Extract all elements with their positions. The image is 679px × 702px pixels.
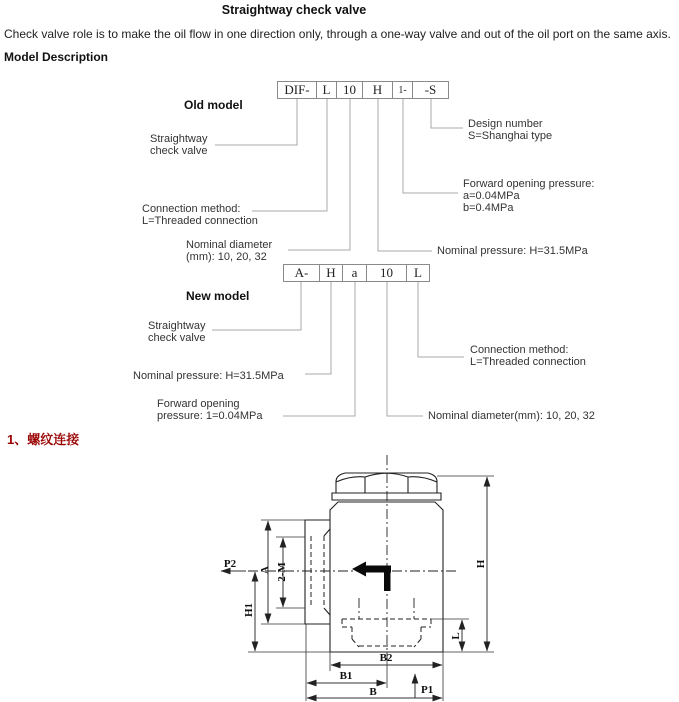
new-callout-diameter — [428, 410, 595, 422]
dim-label-h: H — [475, 559, 487, 569]
old-code-cell-design: -S — [413, 81, 449, 99]
hex-nut — [336, 473, 437, 493]
callout-line: S=Shanghai type — [468, 130, 553, 142]
model-description-heading: Model Description — [4, 50, 109, 64]
old-callout-diameter — [186, 239, 272, 263]
new-code-cell-diameter: 10 — [367, 264, 407, 282]
new-code-cell-pressure: H — [320, 264, 343, 282]
callout-line: Forward opening pressure: — [463, 178, 595, 190]
old-callout-straightway — [150, 133, 207, 157]
new-code-cell-prefix: A- — [283, 264, 320, 282]
dim-label-b2: B2 — [379, 652, 393, 664]
old-callout-forward-pressure — [463, 178, 594, 214]
dim-label-l: L — [450, 632, 462, 640]
new-code-cell-connection: L — [407, 264, 430, 282]
dimension-labels — [224, 558, 487, 698]
hidden-thread-lines — [311, 536, 431, 647]
port-label-p1: P1 — [421, 684, 434, 696]
old-model-leader-lines — [215, 99, 463, 251]
old-code-cell-opening: 1- — [393, 81, 413, 99]
callout-line: check valve — [150, 145, 208, 157]
old-callout-connection — [142, 203, 258, 227]
callout-line: Forward opening — [157, 398, 240, 410]
old-code-cell-prefix: DIF- — [277, 81, 317, 99]
threaded-connection-heading: 1、螺纹连接 — [7, 432, 80, 447]
old-callout-design-number — [468, 118, 552, 142]
callout-line: a=0.04MPa — [463, 190, 520, 202]
dimension-lines — [221, 477, 487, 698]
old-model-label: Old model — [184, 98, 243, 112]
callout-line: L=Threaded connection — [142, 215, 258, 227]
side-port-block — [305, 520, 330, 624]
old-code-cell-connection: L — [317, 81, 337, 99]
port-label-p2: P2 — [223, 558, 237, 570]
new-callout-forward-pressure — [157, 398, 262, 422]
callout-line: check valve — [148, 332, 206, 344]
valve-outline — [305, 473, 443, 652]
callout-line: Nominal pressure: H=31.5MPa — [437, 245, 588, 257]
nut-collar — [332, 493, 441, 500]
dim-label-b: B — [369, 686, 377, 698]
callout-line: Nominal pressure: H=31.5MPa — [133, 370, 284, 382]
callout-line: b=0.4MPa — [463, 202, 514, 214]
dim-label-b1: B1 — [339, 670, 353, 682]
page-title: Straightway check valve — [221, 3, 367, 17]
new-model-code-table — [283, 264, 430, 282]
callout-line: Nominal diameter — [186, 239, 273, 251]
new-code-cell-opening: a — [343, 264, 367, 282]
dim-label-a: A — [259, 566, 271, 574]
old-model-code-table — [277, 81, 449, 99]
callout-line: pressure: 1=0.04MPa — [157, 410, 263, 422]
old-code-cell-pressure: H — [363, 81, 393, 99]
dim-label-2m: 2-M — [276, 562, 288, 582]
callout-line: (mm): 10, 20, 32 — [186, 251, 267, 263]
callout-line: Design number — [468, 118, 543, 130]
new-model-leader-lines — [212, 282, 464, 416]
callout-line: Nominal diameter(mm): 10, 20, 32 — [428, 410, 595, 422]
new-callout-pressure — [133, 370, 284, 382]
flow-arrow-icon — [352, 562, 391, 592]
callout-line: L=Threaded connection — [470, 356, 586, 368]
new-model-label: New model — [186, 289, 250, 303]
old-callout-pressure — [437, 245, 588, 257]
dim-label-h1: H1 — [243, 602, 255, 618]
intro-text: Check valve role is to make the oil flow in one direction only, through a one-way valve and out of the oil port on the same axis. — [4, 27, 671, 41]
old-code-cell-diameter: 10 — [337, 81, 363, 99]
callout-line: Connection method: — [470, 344, 569, 356]
extension-lines — [248, 476, 494, 701]
callout-line: Straightway — [148, 320, 206, 332]
callout-line: Straightway — [150, 133, 208, 145]
new-callout-straightway — [148, 320, 205, 344]
new-callout-connection — [470, 344, 586, 368]
callout-line: Connection method: — [142, 203, 241, 215]
